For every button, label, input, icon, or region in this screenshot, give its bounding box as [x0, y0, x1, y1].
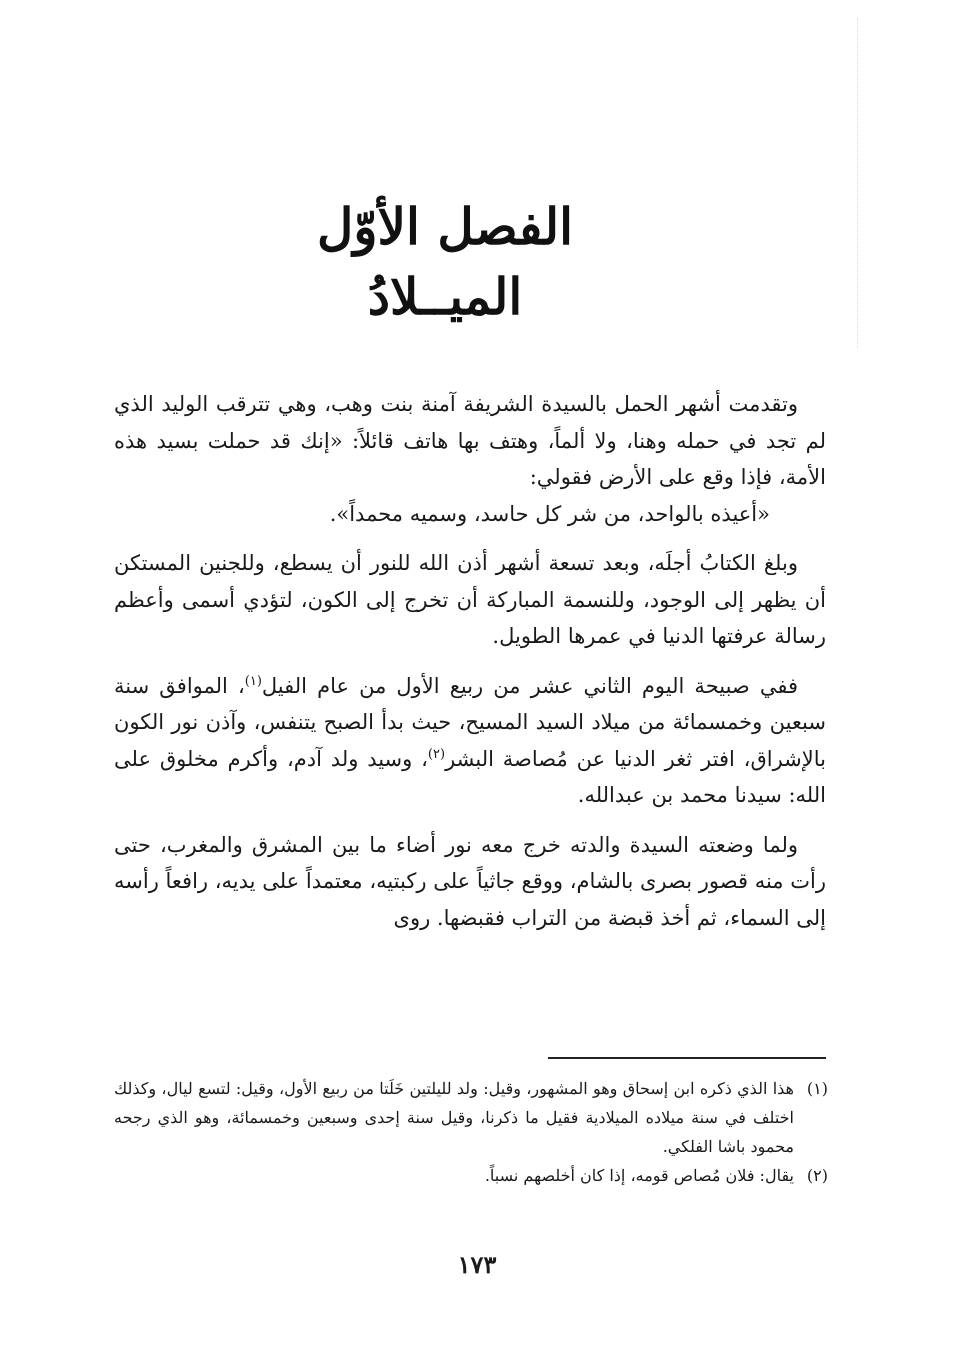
paragraph-1-quote: «أعيذه بالواحد، من شر كل حاسد، وسميه محمداً». — [329, 501, 770, 526]
chapter-title-heading: الميــلادُ — [367, 267, 523, 326]
footnote-separator — [548, 1057, 826, 1059]
footnote-1-number: (١) — [806, 1079, 828, 1098]
footnote-2-text: يقال: فلان مُصاص قومه، إذا كان أخلصهم نسباً. — [484, 1166, 794, 1185]
footnote-2-number: (٢) — [806, 1166, 828, 1185]
paragraph-2: وبلغ الكتابُ أجلَه، وبعد تسعة أشهر أذن الله للنور أن يسطع، وللجنين المستكن أن يظهر إلى الوجود، وللنسمة المباركة أن تخرج إلى الكون، لتؤدي أسمى وأعظم رسالة عرفتها الدنيا في عمرها الطويل. — [114, 551, 826, 648]
paragraph-4: ولما وضعته السيدة والدته خرج معه نور أضاء ما بين المشرق والمغرب، حتى رأت منه قصور بصرى بالشام، ووقع جاثياً على ركبتيه، معتمداً على يديه، رافعاً رأسه إلى السماء، ثم أخذ قبضة من التراب فقبضها. روى — [114, 832, 826, 930]
chapter-number-heading: الفصل الأوّل — [317, 197, 573, 256]
footnote-ref-2[interactable]: (٢) — [427, 746, 446, 762]
page-number: ١٧٣ — [457, 1250, 497, 1279]
footnote-1-text: هذا الذي ذكره ابن إسحاق وهو المشهور، وقيل: ولد لليلتين خَلَتا من ربيع الأول، وقيل: لتسع ليال، وكذلك اختلف في سنة ميلاده الميلادية فقيل ما ذكرنا، وقيل سنة إحدى وسبعين وخمسمائة، وهو الذي رجحه محمود باشا الفلكي. — [114, 1079, 794, 1156]
paragraph-1-text: وتقدمت أشهر الحمل بالسيدة الشريفة آمنة بنت وهب، وهي تترقب الوليد الذي لم تجد في حمله وهنا، ولا ألماً، وهتف بها هاتف قائلاً: «إنك قد حملت بسيد هذه الأمة، فإذا وقع على الأرض فقولي: — [114, 392, 826, 489]
paragraph-3 — [114, 668, 826, 814]
paragraph-3-part-3: ، وسيد ولد آدم، وأكرم مخلوق على الله: سيدنا محمد بن عبدالله. — [114, 746, 826, 807]
scan-artifact-line — [857, 18, 858, 348]
paragraph-1 — [114, 386, 826, 532]
footnotes-section — [114, 1074, 828, 1190]
main-text-body — [114, 386, 826, 949]
footnote-1 — [114, 1074, 828, 1161]
footnote-ref-1[interactable]: (١) — [244, 673, 262, 689]
paragraph-3-part-1: ففي صبيحة اليوم الثاني عشر من ربيع الأول من عام الفيل — [261, 673, 798, 698]
footnote-2 — [114, 1161, 828, 1190]
paragraph-3-part-2: ، الموافق سنة سبعين وخمسمائة من ميلاد السيد المسيح، حيث بدأ الصبح يتنفس، وآذن نور الكون بالإشراق، افتر ثغر الدنيا عن مُصاصة البشر — [114, 673, 826, 771]
